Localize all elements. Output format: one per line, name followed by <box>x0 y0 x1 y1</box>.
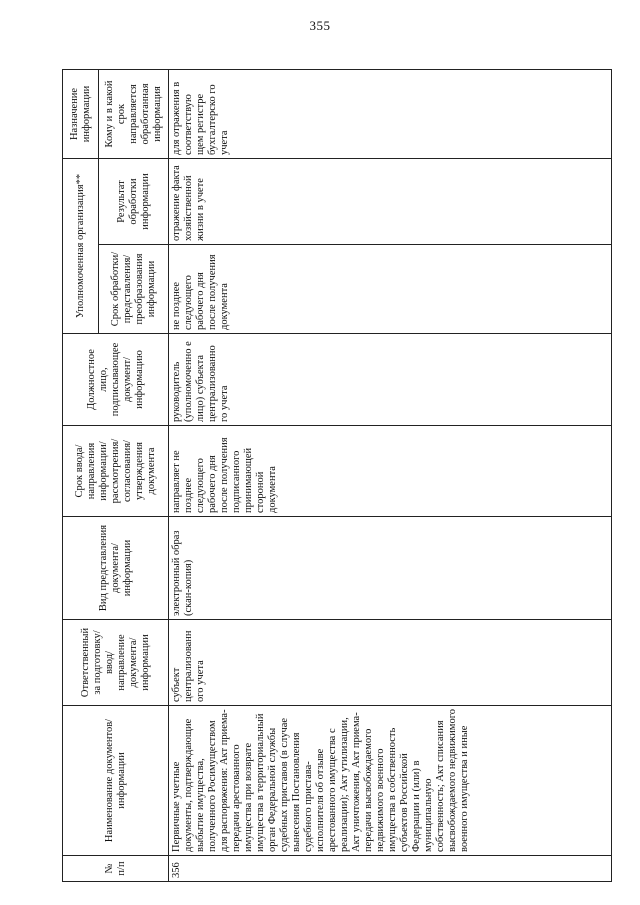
cell-num: 356 <box>169 856 612 882</box>
header-purpose: Назначение информации <box>63 70 99 159</box>
header-signer: Должностное лицо, подписывающее документ/ информацию <box>63 334 169 426</box>
cell-deadline: направляет не позднее следующего рабочего дня после получения подписанного принимающей стороной документа <box>169 426 612 517</box>
header-num: № п/п <box>63 856 169 882</box>
cell-signer: руководитель (уполномоченно е лицо) субъекта централизованно го учета <box>169 334 612 426</box>
page-number: 355 <box>309 18 331 33</box>
cell-form: электронный образ (скан-копия) <box>169 517 612 620</box>
document-table <box>62 69 612 882</box>
rotated-table-container <box>62 70 612 882</box>
cell-proc-deadline: не позднее следующего рабочего дня после получения документа <box>169 245 612 334</box>
cell-whom-when: для отражения в соответствую щем регистре бухгалтерско го учета <box>169 70 612 159</box>
header-deadline: Срок ввода/ направления информации/ рассмотрения/ согласования/ утверждения документа <box>63 426 169 517</box>
header-proc-deadline: Срок обработки/ представления/ преобразования информации <box>99 245 169 334</box>
header-whom-when: Кому и в какой срок направляется обработанная информация <box>99 70 169 159</box>
header-name: Наименование документов/информации <box>63 706 169 856</box>
header-responsible: Ответственный за подготовку/ ввод/ направление документа/ информации <box>63 620 169 706</box>
cell-responsible: субъект централизованн ого учета <box>169 620 612 706</box>
header-authorized-org: Уполномоченная организация** <box>63 159 99 334</box>
header-form: Вид представления документа/ информации <box>63 517 169 620</box>
cell-result: отражение факта хозяйственной жизни в учете <box>169 159 612 245</box>
header-result: Результат обработки информации <box>99 159 169 245</box>
table-row <box>169 70 612 882</box>
cell-name: Первичные учетные документы, подтверждающие выбытие имущества, полученного Росимуществом для распоряжения: Акт приема-передачи арестованного имущества при возврате имущества в территориальный орган Федеральной службы судебных приставов (в случае вынесения Постановления судебного пристава-исполнителя об отзыве арестованного имущества с реализации); Акт утилизации, Акт уничтожения, Акт приема-передачи высвобождаемого недвижимого военного имущества в собственность субъектов Российской Федерации и (или) в муниципальную собственность; Акт списания высвобождаемого недвижимого военного имущества и иные <box>169 706 612 856</box>
